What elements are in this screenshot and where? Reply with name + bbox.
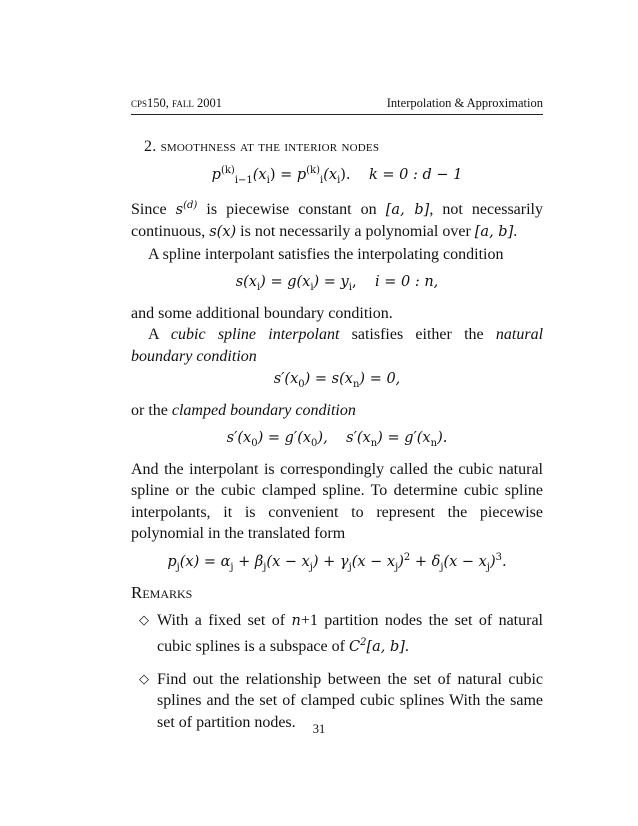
eq4-part-b: ) = g′(x [257,430,312,447]
eq2-part-2: ) = g(x [260,274,311,291]
eq2-part-1: s(x [235,274,257,291]
eq3-sub-2: n [352,379,360,391]
diamond-bullet-icon: ◇ [139,671,149,687]
eq1-lhs-sub: i−1 [234,174,253,186]
para4-text-1: A [148,326,171,344]
eq5-p: p [167,553,177,570]
eq4-part-c: ), [317,430,328,447]
eq1-equals: ) = [269,166,297,183]
remark1-n: n [291,612,301,629]
para4-text-2: satisfies either the [339,326,496,344]
para1-interval-1: [a, b] [385,201,430,218]
eq5-delta-sub: j [440,561,444,573]
para4-emphasis-cubic-spline: cubic spline interpolant [170,326,340,344]
eq2-sub-2: i [310,282,314,294]
eq5-term-3-close: ) [489,553,496,570]
eq5-term-2-close: ) [398,553,404,570]
running-header [131,96,543,115]
eq5-term-2-sub: j [395,561,399,573]
eq3-part-c: ) = 0, [359,371,401,388]
eq3-part-b: ) = s(x [304,371,353,388]
eq5-square: 2 [403,552,411,563]
eq5-cube: 3 [495,552,503,563]
eq2-sub-1: i [256,282,261,294]
para1-s-derivative [176,202,198,218]
remark-natural-subspace [131,610,543,659]
remark1-interval: [a, b] [366,639,405,656]
eq5-term-3-sub: j [486,561,490,573]
eq5-term-1-sub: j [309,561,313,573]
paragraph-cubic-spline [131,324,543,367]
eq4-sub-1: 0 [251,438,258,450]
eq2-comma: , [351,274,357,291]
page-number: 31 [312,722,326,736]
remark1-c: C [348,639,361,656]
equation-interpolating-condition [131,272,543,294]
equation-interior-smoothness [131,165,543,187]
section-item-heading: 2. smoothness at the interior nodes [144,138,380,155]
eq1-lhs-arg-sub: i [266,174,270,186]
equation-clamped-boundary [131,428,543,450]
paragraph-piecewise-constant [131,195,543,244]
eq3-sub-1: 0 [298,379,305,391]
eq5-p-sub: j [176,561,180,573]
para4-emphasis-natural: natural boundary condition [131,326,544,365]
remark2-text: Find out the relationship between the set of natural cubic splines and the set of clamped cubic splines With the same set of partition nodes. [157,670,543,731]
eq4-sub-4: n [430,438,438,450]
paragraph-clamped-intro [131,400,543,422]
eq5-delta: + δ [410,553,441,570]
header-course: cps150, fall 2001 [131,96,222,110]
eq1-lhs-sup: (k) [220,164,235,176]
eq1-rhs-arg: (x [323,166,338,183]
eq1-rhs-p: p [296,166,307,183]
eq5-term-3: (x − x [443,553,487,570]
eq5-beta: + β [233,553,264,570]
eq1-rhs-sub: i [320,174,324,186]
eq2-range: i = 0 : n, [375,274,439,291]
para1-text-2: is piecewise constant on [197,200,386,218]
equation-natural-boundary [131,369,543,391]
eq4-part-d: s′(x [346,430,371,447]
eq1-range: k = 0 : d − 1 [368,166,463,183]
eq5-term-2: (x − x [351,553,396,570]
para1-text-3: , not necessarily continuous, [131,200,543,241]
diamond-bullet-icon: ◇ [139,612,149,628]
para1-interval-2: [a, b] [474,224,514,241]
para1-sx: s(x) [209,224,237,241]
paragraph-interpolating-condition: A spline interpolant satisfies the interpolating condition [148,245,504,263]
eq1-close: ). [340,166,351,183]
remark1-c2 [349,639,405,655]
header-chapter: Interpolation & Approximation [386,96,543,110]
paragraph-translated-form: And the interpolant is correspondingly called the cubic natural spline or the cubic clamped spline. To determine cubic spline interpolants, it is convenient to represent the piecewise polynomial in the translated form [131,460,543,543]
eq1-lhs-p: p [211,166,221,183]
para5-text-1: or the [131,401,172,419]
remark1-text-1: With a fixed set of [157,611,292,629]
remark1-c-sup: 2 [360,637,367,649]
para1-text-4: is not necessarily a polynomial over [236,223,475,241]
para1-s-base: s [175,201,184,218]
eq4-sub-2: 0 [311,438,318,450]
para1-text-5: . [513,223,518,241]
eq1-rhs-sup: (k) [306,164,321,176]
para1-text-1: Since [131,200,176,218]
eq5-gamma: ) + γ [312,553,349,570]
eq5-period: . [502,553,507,570]
eq4-sub-3: n [370,438,378,450]
eq1-rhs-arg-sub: i [337,174,341,186]
remark1-period: . [404,638,409,656]
para1-s-sup: (d) [183,200,198,211]
remarks-heading: Remarks [131,583,193,603]
equation-translated-form [131,552,543,574]
page-body [131,136,543,743]
eq4-part-e: ) = g′(x [377,430,431,447]
para5-emphasis-clamped: clamped boundary condition [171,401,356,419]
remark1-text-2: +1 partition nodes the set of natural cubic splines is a subspace of [157,611,543,656]
eq4-part-a: s′(x [226,430,252,447]
paragraph-boundary-condition: and some additional boundary condition. [131,304,393,322]
eq5-beta-sub: j [263,561,267,573]
eq1-lhs-arg: (x [252,166,267,183]
eq2-sub-3: i [348,282,352,294]
eq3-part-a: s′(x [273,371,299,388]
eq5-gamma-sub: j [348,561,352,573]
eq2-part-3: ) = y [313,274,349,291]
eq5-alpha-sub: j [230,561,234,573]
eq4-part-f: ). [437,430,448,447]
eq5-alpha: (x) = α [179,553,231,570]
eq5-term-1: (x − x [266,553,310,570]
